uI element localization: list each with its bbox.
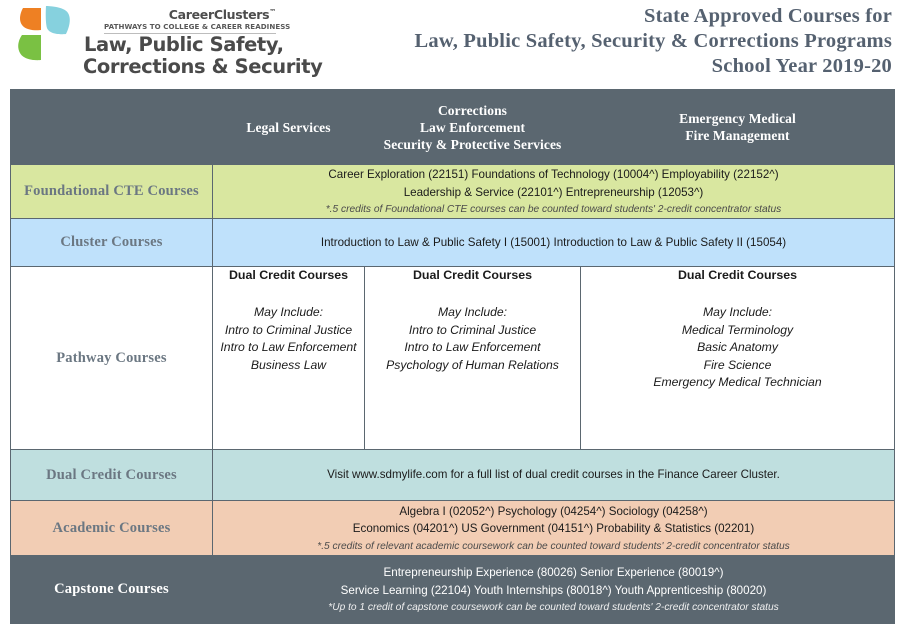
brand-block xyxy=(8,2,323,80)
cluster-wordmark xyxy=(83,33,323,78)
course-line: Introduction to Law & Public Safety I (15001) Introduction to Law & Public Safety II (15054) xyxy=(320,235,787,249)
course-line: Leadership & Service (22101^) Entrepreneurship (12053^) xyxy=(403,185,704,199)
row-label-foundational-cte: Foundational CTE Courses xyxy=(11,165,213,219)
course-line: Algebra I (02052^) Psychology (04254^) Sociology (04258^) xyxy=(399,504,708,518)
column-header-line: Legal Services xyxy=(246,119,331,135)
pathway-item: Intro to Law Enforcement xyxy=(220,340,357,354)
pathway-item: Intro to Criminal Justice xyxy=(408,322,537,337)
pathway-item: Psychology of Human Relations xyxy=(386,357,559,372)
pathway-item: Basic Anatomy xyxy=(697,340,778,354)
row-content-foundational-cte xyxy=(213,165,895,219)
pathway-item: Emergency Medical Technician xyxy=(653,375,822,389)
table-row-pathway-courses xyxy=(11,267,895,450)
row-note-academic-courses: *.5 credits of relevant academic coursework can be counted toward students' 2-credit concentrator status xyxy=(317,540,790,552)
career-clusters-name: CareerClusters™ xyxy=(168,7,276,23)
table-row-foundational-cte xyxy=(11,165,895,219)
row-note-capstone-courses: *Up to 1 credit of capstone coursework can be counted toward students' 2-credit concentrator status xyxy=(328,602,779,613)
pathway-heading: Dual Credit Courses xyxy=(412,268,533,282)
row-label-pathway-courses: Pathway Courses xyxy=(11,267,213,450)
course-line: Visit www.sdmylife.com for a full list of dual credit courses in the Finance Career Cluster. xyxy=(327,468,780,482)
row-label-capstone-courses: Capstone Courses xyxy=(11,556,213,624)
pathway-item: May Include: xyxy=(702,305,773,319)
pathway-item: Intro to Law Enforcement xyxy=(404,340,541,354)
column-header-line: Security & Protective Services xyxy=(383,136,562,152)
table-row-dual-credit-courses xyxy=(11,450,895,501)
pathway-cell-corrections xyxy=(365,267,581,450)
cluster-name-line-2: Corrections & Security xyxy=(83,55,323,78)
column-header-legal-services xyxy=(213,90,365,165)
row-label-academic-courses: Academic Courses xyxy=(11,501,213,556)
column-header-line: Emergency Medical xyxy=(679,111,796,126)
pathway-heading: Dual Credit Courses xyxy=(677,268,798,282)
row-note-foundational-cte: *.5 credits of Foundational CTE courses can be counted toward students' 2-credit concentrator status xyxy=(325,204,782,215)
career-clusters-logo xyxy=(104,6,291,34)
column-header-line: Corrections xyxy=(437,102,508,118)
pathway-item: May Include: xyxy=(253,305,324,319)
page-title-line-3: School Year 2019-20 xyxy=(711,55,892,77)
pathway-item: Medical Terminology xyxy=(681,322,794,337)
table-row-cluster-courses xyxy=(11,219,895,267)
pathway-item: May Include: xyxy=(437,305,508,319)
row-label-dual-credit-courses: Dual Credit Courses xyxy=(11,450,213,501)
course-line: Entrepreneurship Experience (80026) Senior Experience (80019^) xyxy=(383,566,724,579)
page-title xyxy=(415,4,892,79)
column-header-line: Law Enforcement xyxy=(419,119,526,135)
trademark-symbol: ™ xyxy=(269,8,276,16)
page-header xyxy=(0,0,900,89)
table-row-academic-courses xyxy=(11,501,895,556)
cluster-name-line-1: Law, Public Safety, xyxy=(84,33,284,56)
pathway-item: Business Law xyxy=(250,357,327,372)
career-clusters-tagline: PATHWAYS TO COLLEGE & CAREER READINESS xyxy=(104,22,291,32)
pathway-item: Fire Science xyxy=(703,357,772,372)
course-line: Service Learning (22104) Youth Internships (80018^) Youth Apprenticeship (80020) xyxy=(340,583,767,597)
course-line: Economics (04201^) US Government (04151^) Probability & Statistics (02201) xyxy=(352,522,755,535)
column-header-corrections xyxy=(365,90,581,165)
page-title-line-2: Law, Public Safety, Security & Corrections Programs xyxy=(414,30,892,52)
pathway-cell-emergency-medical xyxy=(581,267,895,450)
table-header-row xyxy=(11,90,895,165)
row-content-dual-credit-courses xyxy=(213,450,895,501)
career-cluster-logo-icon xyxy=(12,4,78,70)
row-content-cluster-courses xyxy=(213,219,895,267)
header-corner-cell xyxy=(11,90,213,165)
pathway-heading: Dual Credit Courses xyxy=(228,268,349,282)
page-title-line-1: State Approved Courses for xyxy=(644,5,892,27)
column-header-line: Fire Management xyxy=(685,128,790,143)
row-label-cluster-courses: Cluster Courses xyxy=(11,219,213,267)
row-content-academic-courses xyxy=(213,501,895,556)
row-content-capstone-courses xyxy=(213,556,895,624)
column-header-emergency-medical xyxy=(581,90,895,165)
course-matrix-table xyxy=(10,89,895,624)
pathway-cell-legal-services xyxy=(213,267,365,450)
course-line: Career Exploration (22151) Foundations of Technology (10004^) Employability (22152^) xyxy=(328,168,779,181)
pathway-item: Intro to Criminal Justice xyxy=(224,322,353,337)
table-row-capstone-courses xyxy=(11,556,895,624)
